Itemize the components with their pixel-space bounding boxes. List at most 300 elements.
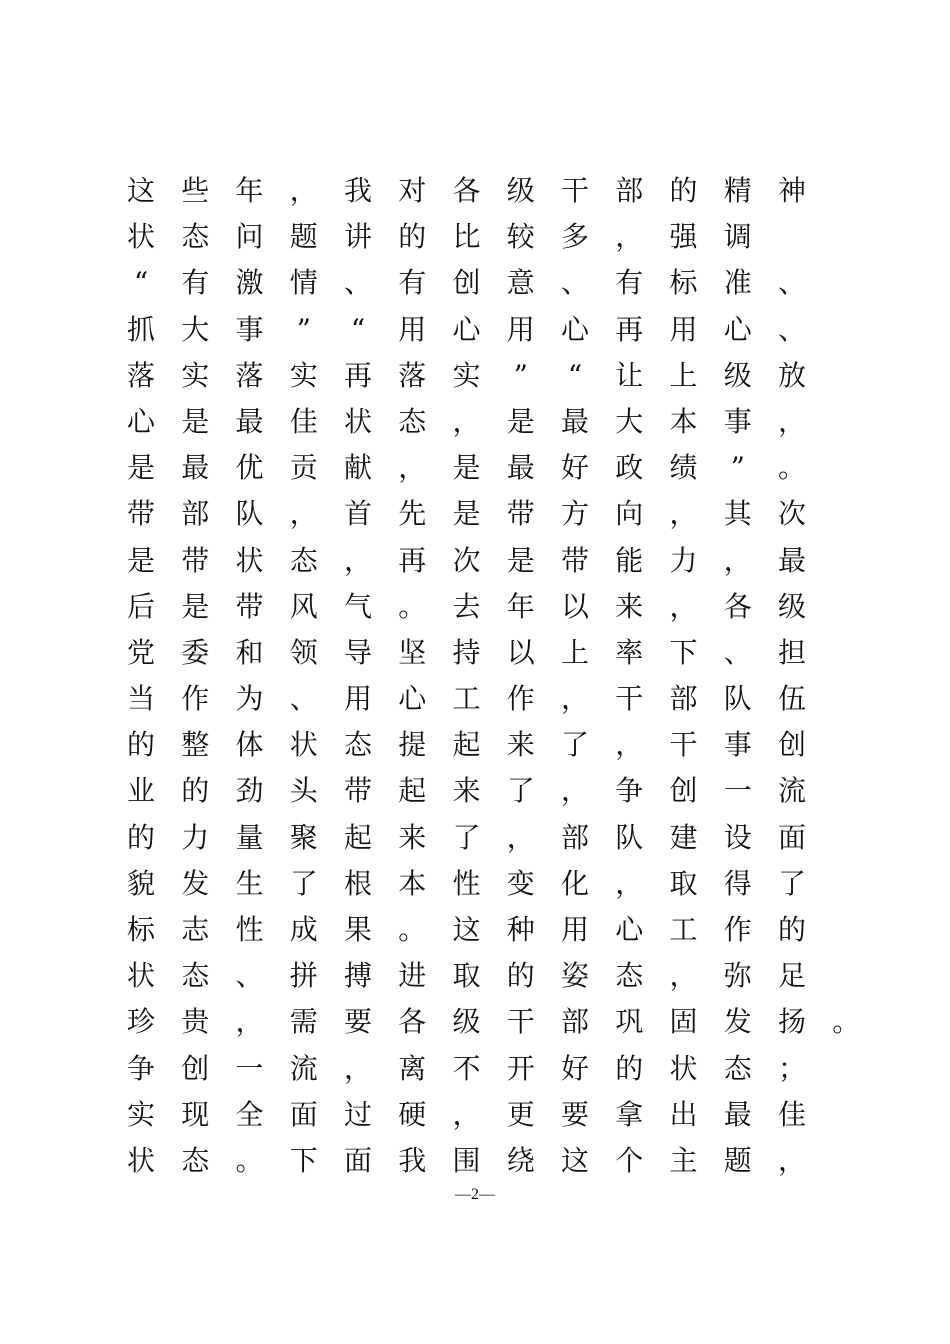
text-char: 姿 [560,959,589,993]
text-char: 不 [452,1051,481,1085]
text-char: 全 [235,1097,264,1131]
text-char: 要 [343,1005,372,1039]
text-char: 创 [777,728,806,762]
text-char: 风 [289,589,318,623]
text-char: 最 [777,543,806,577]
text-char: 要 [560,1097,589,1131]
text-char: 心 [615,913,644,946]
text-char: 佳 [777,1097,806,1131]
text-char: 变 [506,866,535,900]
text-char: 持 [452,635,481,669]
text-char: 取 [669,866,698,900]
text-line [124,722,844,768]
text-char: 心 [126,404,155,438]
text-char: 先 [398,497,427,531]
text-char: ” [513,358,528,392]
text-char: 队 [615,820,644,854]
text-char: 作 [723,913,752,946]
text-char: 争 [615,774,644,808]
text-char: 这 [126,174,155,207]
text-char: 面 [343,1143,372,1177]
text-char: 题 [289,220,318,254]
text-char: 生 [235,866,264,900]
text-line [124,445,844,491]
text-char: 状 [126,220,155,254]
text-char: 离 [398,1051,427,1085]
text-char: 作 [181,682,210,716]
text-char: 意 [506,266,535,300]
text-char: 的 [669,174,698,207]
text-char: 。 [398,589,427,623]
text-char: 拼 [289,959,318,993]
text-char: 些 [181,174,210,207]
text-line [124,168,844,214]
text-line [124,768,844,814]
text-char: 态 [181,1143,210,1177]
text-char: 。 [777,451,806,485]
text-char: 带 [506,497,535,531]
body-text [124,168,861,1184]
text-char: 扬 [777,1005,806,1039]
text-char: 珍 [126,1005,155,1039]
text-char: 拿 [615,1097,644,1131]
text-char: 实 [181,358,210,392]
text-char: 有 [398,266,427,300]
text-line [124,353,844,399]
text-char: 心 [560,312,589,346]
text-char: 量 [235,820,264,854]
text-char: 了 [777,866,806,900]
text-line [124,1046,844,1092]
text-char: 固 [669,1005,698,1039]
text-char: 好 [560,451,589,485]
text-char: 状 [669,1051,698,1085]
text-char: 作 [506,682,535,716]
text-char: 工 [669,913,698,946]
text-char: 化 [560,866,589,900]
text-char: 用 [343,682,372,716]
text-char: 态 [181,959,210,993]
text-char: 需 [289,1005,318,1039]
text-char: 了 [560,728,589,762]
text-char: 带 [126,497,155,531]
text-char: ， [289,497,318,531]
text-char: 级 [506,174,535,207]
text-line [124,676,844,722]
text-char: 心 [723,312,752,346]
text-char: 力 [181,820,210,854]
text-char: 态 [615,959,644,993]
text-char: 落 [126,358,155,392]
text-char: 、 [777,312,806,346]
text-char: 各 [398,1005,427,1039]
text-char: 过 [343,1097,372,1131]
text-char: 争 [126,1051,155,1085]
text-char: 的 [181,774,210,808]
text-char: 创 [452,266,481,300]
text-char: 当 [126,682,155,716]
text-char: ， [669,497,698,531]
text-char: 性 [235,913,264,946]
text-char: 献 [343,451,372,485]
text-char: 成 [289,913,318,946]
text-char: 干 [615,682,644,716]
text-char: 首 [343,497,372,531]
text-char: ， [452,1097,481,1131]
text-char: 部 [560,820,589,854]
text-char: “ [567,358,583,392]
text-char: 党 [126,635,155,669]
text-char: 干 [560,174,589,207]
text-char: 最 [506,451,535,485]
text-char: 最 [181,451,210,485]
text-char: 放 [777,358,806,392]
text-char: 讲 [343,220,372,254]
text-char: ， [506,820,535,854]
text-char: 上 [560,635,589,669]
text-char: 部 [560,1005,589,1039]
text-char: 强 [669,220,698,254]
text-char: 这 [452,913,481,946]
text-char: 精 [723,174,752,207]
text-char: 情 [289,266,318,300]
text-char: ， [777,1143,806,1177]
text-char: 整 [181,728,210,762]
text-char: 、 [289,682,318,716]
text-char: 头 [289,774,318,808]
text-char: ， [289,174,318,207]
text-char: 神 [777,174,806,207]
text-char: 部 [181,497,210,531]
text-line [124,491,844,537]
text-char: 足 [777,959,806,993]
text-char: 。 [235,1143,264,1177]
text-char: 的 [398,220,427,254]
text-char: 业 [126,774,155,808]
text-char: 干 [669,728,698,762]
text-char: 这 [560,1143,589,1177]
text-char: 问 [235,220,264,254]
text-char: 调 [723,220,752,254]
text-char: 以 [506,635,535,669]
text-char: 级 [777,589,806,623]
text-char: 多 [560,220,589,254]
text-char: 带 [181,543,210,577]
text-char: 委 [181,635,210,669]
text-char: 队 [723,682,752,716]
text-char: 落 [235,358,264,392]
text-char: 次 [777,497,806,531]
text-char: 体 [235,728,264,762]
text-char: 是 [126,451,155,485]
text-char: 有 [615,266,644,300]
text-char: 比 [452,220,481,254]
text-char: 来 [615,589,644,623]
text-char: 进 [398,959,427,993]
text-char: 激 [235,266,264,300]
text-char: 绩 [669,451,698,485]
text-char: 用 [560,913,589,946]
text-char: 带 [560,543,589,577]
text-char: 是 [506,404,535,438]
text-char: 大 [181,312,210,346]
text-char: 流 [777,774,806,808]
text-char: 用 [669,312,698,346]
text-char: 、 [235,959,264,993]
text-char: 本 [398,866,427,900]
text-char: 个 [615,1143,644,1177]
text-char: 劲 [235,774,264,808]
text-char: 级 [452,1005,481,1039]
text-char: 态 [723,1051,752,1085]
text-char: 状 [289,728,318,762]
text-char: 对 [398,174,427,207]
text-char: 志 [181,913,210,946]
text-char: 干 [506,1005,535,1039]
text-char: 了 [289,866,318,900]
text-line [124,907,844,953]
text-char: ， [615,728,644,762]
text-char: 状 [343,404,372,438]
text-char: 的 [777,913,806,946]
text-char: 心 [398,682,427,716]
text-char: 的 [506,959,535,993]
text-char: 的 [126,820,155,854]
text-char: 能 [615,543,644,577]
text-char: ， [235,1005,264,1039]
text-char: ， [560,682,589,716]
text-char: 领 [289,635,318,669]
text-char: 带 [343,774,372,808]
text-char: 态 [181,220,210,254]
text-line [124,214,844,260]
text-line [124,1092,844,1138]
text-char: 。 [398,913,427,946]
text-line [124,584,844,630]
text-char: 其 [723,497,752,531]
text-char: 年 [506,589,535,623]
text-char: ” [296,312,311,346]
text-char: 。 [832,1005,861,1039]
text-char: 再 [615,312,644,346]
text-char: 来 [398,820,427,854]
text-char: 的 [126,728,155,762]
text-char: 是 [452,497,481,531]
text-char: 设 [723,820,752,854]
text-char: 方 [560,497,589,531]
text-char: 有 [181,266,210,300]
text-char: 一 [723,774,752,808]
text-char: 是 [452,451,481,485]
text-char: 力 [669,543,698,577]
text-char: 硬 [398,1097,427,1131]
text-char: 和 [235,635,264,669]
text-char: ， [669,959,698,993]
text-char: 本 [669,404,698,438]
text-char: 工 [452,682,481,716]
text-char: 是 [181,404,210,438]
text-line [124,307,844,353]
text-char: 开 [506,1051,535,1085]
text-char: 提 [398,728,427,762]
text-char: 上 [669,358,698,392]
text-char: 担 [777,635,806,669]
text-char: 级 [723,358,752,392]
text-char: 贡 [289,451,318,485]
text-line [124,1138,844,1184]
text-char: 再 [343,358,372,392]
text-char: 后 [126,589,155,623]
text-char: 较 [506,220,535,254]
text-char: 状 [126,1143,155,1177]
text-char: ， [398,451,427,485]
text-char: 绕 [506,1143,535,1177]
text-char: 去 [452,589,481,623]
text-char: 部 [615,174,644,207]
text-char: ， [723,543,752,577]
text-char: 、 [777,266,806,300]
text-char: 取 [452,959,481,993]
text-char: 年 [235,174,264,207]
text-char: 最 [560,404,589,438]
text-char: 、 [343,266,372,300]
text-char: ， [560,774,589,808]
text-char: 最 [235,404,264,438]
page-number: —2— [455,1186,495,1203]
text-line [124,399,844,445]
text-char: ” [730,451,745,485]
text-char: 实 [452,358,481,392]
text-char: 状 [235,543,264,577]
text-char: 了 [506,774,535,808]
text-char: 是 [506,543,535,577]
text-char: 性 [452,866,481,900]
text-char: 更 [506,1097,535,1131]
text-char: 用 [398,312,427,346]
text-char: 各 [452,174,481,207]
text-char: “ [350,312,366,346]
text-char: 最 [723,1097,752,1131]
text-char: 气 [343,589,372,623]
text-char: 面 [777,820,806,854]
text-char: 得 [723,866,752,900]
text-char: 来 [452,774,481,808]
text-char: 发 [181,866,210,900]
text-char: 贵 [181,1005,210,1039]
text-line [124,953,844,999]
text-char: 落 [398,358,427,392]
text-char: 起 [452,728,481,762]
text-line [124,630,844,676]
text-char: 弥 [723,959,752,993]
text-char: 让 [615,358,644,392]
text-char: 下 [669,635,698,669]
text-char: 次 [452,543,481,577]
text-char: 事 [235,312,264,346]
text-char: ， [615,866,644,900]
text-char: 坚 [398,635,427,669]
text-char: 流 [289,1051,318,1085]
text-char: 好 [560,1051,589,1085]
text-char: 佳 [289,404,318,438]
text-char: 的 [615,1051,644,1085]
text-char: 发 [723,1005,752,1039]
text-char: ， [669,589,698,623]
text-char: ， [615,220,644,254]
text-char: 现 [181,1097,210,1131]
text-char: 状 [126,959,155,993]
text-char: 政 [615,451,644,485]
text-char: 优 [235,451,264,485]
text-char: 、 [723,635,752,669]
text-char: 了 [452,820,481,854]
text-char: 题 [723,1143,752,1177]
text-char: 巩 [615,1005,644,1039]
text-line [124,999,861,1045]
text-char: 主 [669,1143,698,1177]
text-char: 貌 [126,866,155,900]
text-char: 围 [452,1143,481,1177]
text-char: “ [133,266,149,300]
text-char: 用 [506,312,535,346]
text-char: 态 [398,404,427,438]
text-char: ， [452,404,481,438]
text-char: 下 [289,1143,318,1177]
text-char: 态 [343,728,372,762]
text-char: 创 [669,774,698,808]
text-char: 标 [669,266,698,300]
text-char: 实 [126,1097,155,1131]
text-line [124,260,844,306]
text-char: 以 [560,589,589,623]
text-char: 一 [235,1051,264,1085]
text-char: 建 [669,820,698,854]
text-char: 事 [723,404,752,438]
text-char: 根 [343,866,372,900]
text-char: 出 [669,1097,698,1131]
text-char: 起 [398,774,427,808]
text-char: 大 [615,404,644,438]
text-char: ， [343,543,372,577]
text-char: 再 [398,543,427,577]
text-char: 各 [723,589,752,623]
text-char: ， [777,404,806,438]
text-char: 起 [343,820,372,854]
text-char: ， [343,1051,372,1085]
text-char: 伍 [777,682,806,716]
text-char: 是 [181,589,210,623]
text-char: 实 [289,358,318,392]
text-char: 我 [398,1143,427,1177]
text-char: 部 [669,682,698,716]
text-char: 抓 [126,312,155,346]
text-char: 态 [289,543,318,577]
text-char: 搏 [343,959,372,993]
text-char: 心 [452,312,481,346]
text-char: 导 [343,635,372,669]
text-char: ； [777,1051,806,1085]
text-char: 带 [235,589,264,623]
text-char: 率 [615,635,644,669]
text-char: 标 [126,913,155,946]
text-char: 果 [343,913,372,946]
text-char: 创 [181,1051,210,1085]
text-char: 面 [289,1097,318,1131]
text-char: 为 [235,682,264,716]
text-line [124,815,844,861]
text-char: 来 [506,728,535,762]
text-line [124,538,844,584]
